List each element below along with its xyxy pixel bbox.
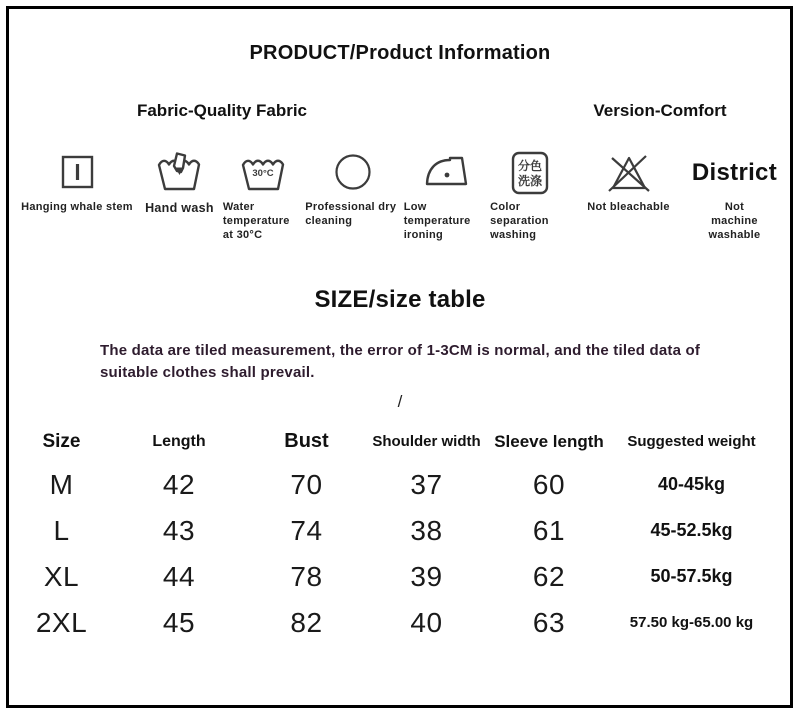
sleeve-value: 61	[532, 514, 566, 546]
size-value: M	[49, 468, 74, 500]
slash-divider: /	[397, 391, 403, 411]
care-label: Not bleachable	[587, 201, 670, 213]
care-item-not-machine-washable	[687, 149, 782, 242]
sleeve-value: 63	[532, 606, 566, 638]
bust-value: 82	[290, 606, 323, 638]
dry-clean-icon	[331, 149, 375, 197]
size-table-header	[14, 422, 800, 462]
weight-value: 40-45kg	[657, 474, 726, 495]
shoulder-value: 37	[410, 468, 443, 500]
care-label: Color separation washing	[490, 201, 549, 241]
bust-value: 74	[290, 514, 323, 546]
hand-wash-icon	[156, 149, 202, 197]
sleeve-value: 62	[532, 560, 566, 592]
district-text: District	[691, 159, 777, 186]
table-row-m	[14, 462, 800, 508]
care-item-hand-wash	[138, 149, 220, 217]
weight-value: 50-57.5kg	[650, 566, 733, 587]
hang-dry-icon	[55, 149, 99, 197]
size-value: 2XL	[35, 606, 88, 638]
col-header-size: Size	[42, 430, 81, 452]
shoulder-value: 38	[410, 514, 443, 546]
version-subtitle: Version-Comfort	[593, 101, 727, 120]
care-item-dry-clean	[305, 149, 401, 229]
sleeve-value: 60	[532, 468, 566, 500]
no-bleach-icon	[606, 149, 652, 197]
table-row-l	[14, 508, 800, 554]
table-row-xl	[14, 554, 800, 600]
length-value: 43	[162, 514, 196, 546]
iron-low-icon	[422, 149, 470, 197]
length-value: 42	[162, 468, 196, 500]
care-item-color-separation	[490, 149, 570, 242]
svg-text:分色: 分色	[518, 159, 543, 173]
svg-text:30°C: 30°C	[252, 168, 274, 179]
wash-30c-icon	[240, 149, 286, 197]
care-label: Water temperature at 30°C	[222, 201, 290, 241]
col-header-length: Length	[152, 432, 206, 450]
care-symbols-row	[0, 149, 800, 242]
care-label: Low temperature ironing	[403, 201, 471, 241]
table-row-2xl	[14, 600, 800, 646]
weight-value: 45-52.5kg	[650, 520, 733, 541]
page-title: PRODUCT/Product Information	[249, 42, 551, 64]
fabric-subtitle: Fabric-Quality Fabric	[136, 101, 308, 120]
size-table-heading: SIZE/size table	[314, 286, 486, 314]
care-label: Professional dry cleaning	[305, 201, 397, 227]
measurement-note: The data are tiled measurement, the error of 1-3CM is normal, and the tiled data of suitable clothes shall prevail.	[100, 342, 701, 381]
size-value: L	[53, 514, 70, 546]
col-header-shoulder-width: Shoulder width	[372, 433, 481, 451]
care-label: Hand wash	[145, 201, 214, 215]
weight-value: 57.50 kg-65.00 kg	[629, 614, 754, 632]
size-table	[14, 422, 800, 646]
col-header-sleeve-length: Sleeve length	[494, 431, 604, 451]
care-label: Hanging whale stem	[21, 201, 133, 213]
section-subtitles	[0, 101, 800, 121]
col-header-suggested-weight: Suggested weight	[627, 433, 756, 451]
shoulder-value: 39	[410, 560, 443, 592]
size-value: XL	[43, 560, 80, 592]
care-item-wash-30c	[223, 149, 303, 242]
col-header-bust: Bust	[284, 430, 329, 453]
care-item-hang-dry	[18, 149, 136, 215]
care-label: Not machine washable	[708, 201, 761, 241]
care-item-iron-low	[404, 149, 488, 242]
bust-value: 70	[290, 468, 323, 500]
length-value: 45	[162, 606, 196, 638]
svg-text:洗涤: 洗涤	[518, 174, 543, 188]
care-item-no-bleach	[573, 149, 685, 215]
length-value: 44	[162, 560, 196, 592]
color-separation-wash-icon	[508, 149, 552, 197]
shoulder-value: 40	[410, 606, 443, 638]
bust-value: 78	[290, 560, 323, 592]
